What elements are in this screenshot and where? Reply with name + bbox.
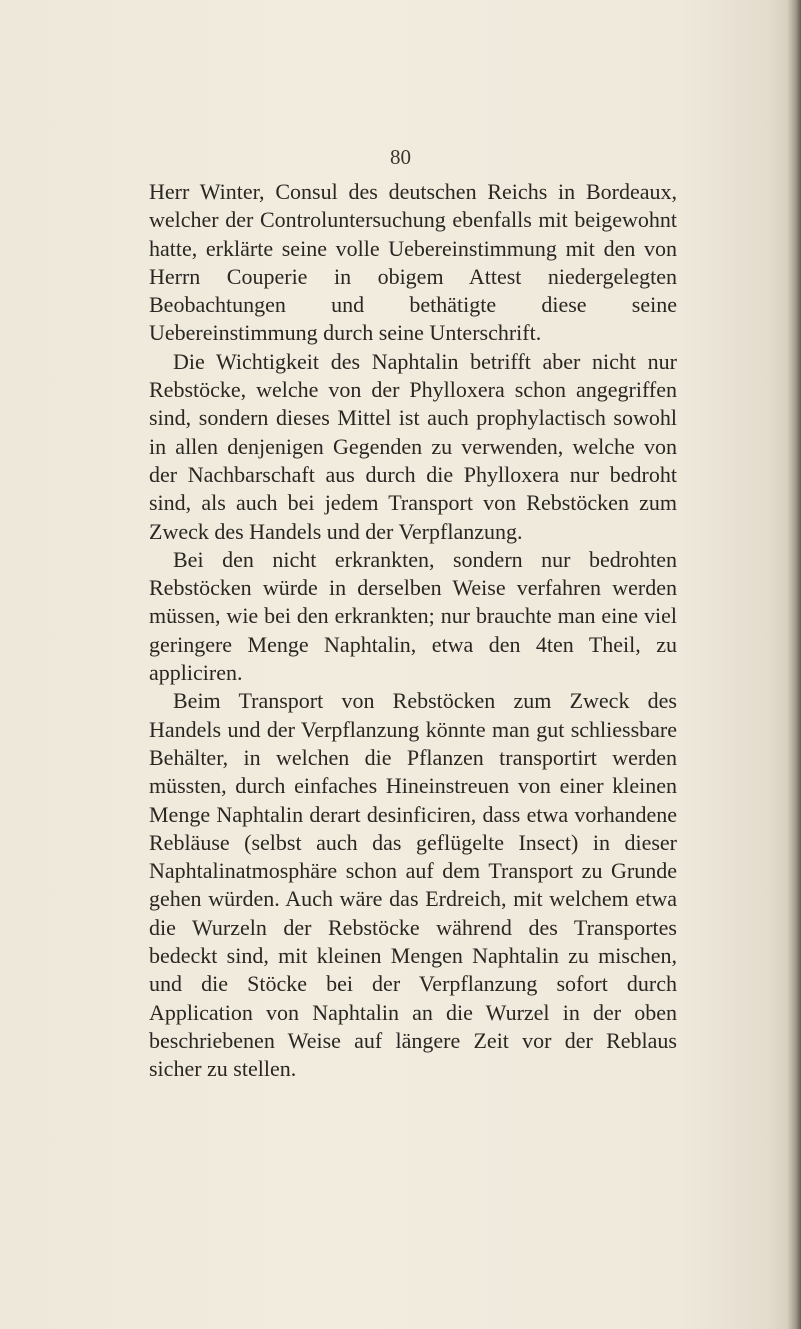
paragraph-3: Bei den nicht erkrankten, sondern nur bedrohten Rebstöcken würde in derselben Weise verfahren werden müssen, wie bei den erkrankten; nur brauchte man eine viel geringere Menge Naphtalin, etwa den 4ten Theil, zu appliciren. xyxy=(149,546,677,686)
page-edge-shadow xyxy=(787,0,801,1329)
body-text xyxy=(149,178,677,1084)
page-number: 80 xyxy=(390,145,411,169)
paragraph-2: Die Wichtigkeit des Naphtalin betrifft aber nicht nur Rebstöcke, welche von der Phylloxera schon angegriffen sind, sondern dieses Mittel ist auch prophylactisch sowohl in allen denjenigen Gegenden zu verwenden, welche von der Nachbarschaft aus durch die Phylloxera nur bedroht sind, als auch bei jedem Transport von Rebstöcken zum Zweck des Handels und der Verpflanzung. xyxy=(149,348,677,544)
paragraph-4: Beim Transport von Rebstöcken zum Zweck des Handels und der Verpflanzung könnte man gut schliessbare Behälter, in welchen die Pflanzen transportirt werden müssten, durch einfaches Hineinstreuen von einer kleinen Menge Naphtalin derart desinficiren, dass etwa vorhandene Rebläuse (selbst auch das geflügelte Insect) in dieser Naphtalinatmosphäre schon auf dem Transport zu Grunde gehen würden. Auch wäre das Erdreich, mit welchem etwa die Wurzeln der Rebstöcke während des Transportes bedeckt sind, mit kleinen Mengen Naphtalin zu mischen, und die Stöcke bei der Verpflanzung sofort durch Application von Naphtalin an die Wurzel in der oben beschriebenen Weise auf längere Zeit vor der Reblaus sicher zu stellen. xyxy=(149,688,677,1082)
paragraph-1: Herr Winter, Consul des deutschen Reichs in Bordeaux, welcher der Controluntersuchung ebenfalls mit beigewohnt hatte, erklärte seine volle Uebereinstimmung mit den von Herrn Couperie in obigem Attest niedergelegten Beobachtungen und bethätigte diese seine Uebereinstimmung durch seine Unterschrift. xyxy=(149,179,677,346)
